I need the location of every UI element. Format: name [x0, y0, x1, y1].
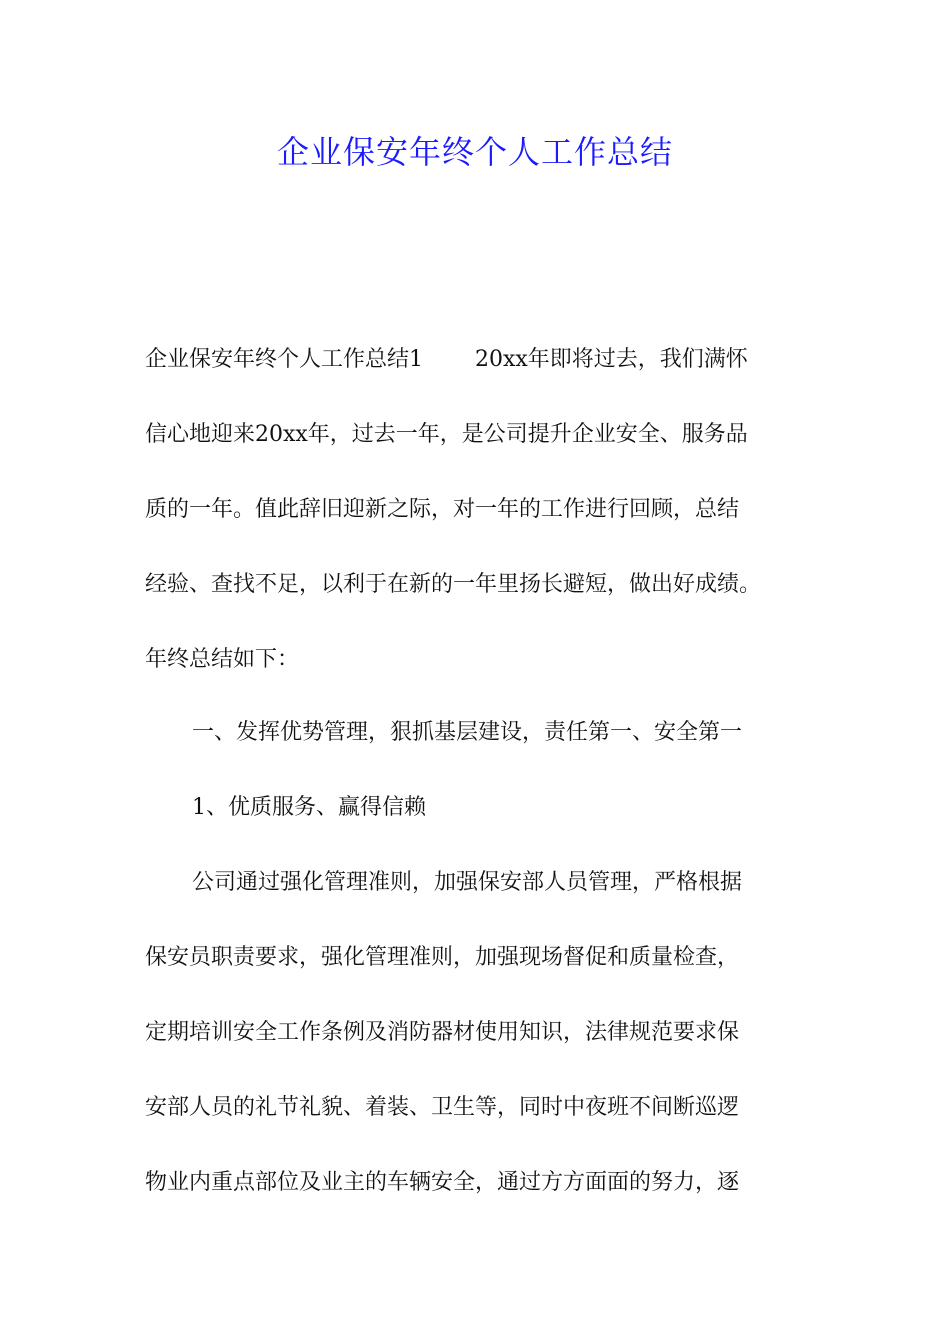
- paragraph-line: 经验、查找不足，以利于在新的一年里扬长避短，做出好成绩。: [145, 572, 762, 597]
- paragraph-line: 保安员职责要求，强化管理准则，加强现场督促和质量检查，: [145, 945, 740, 970]
- paragraph-line: 定期培训安全工作条例及消防器材使用知识，法律规范要求保: [145, 1020, 740, 1045]
- paragraph-line: 质的一年。值此辞旧迎新之际，对一年的工作进行回顾，总结: [145, 497, 740, 522]
- paragraph-line: 安部人员的礼节礼貌、着装、卫生等，同时中夜班不间断巡逻: [145, 1095, 740, 1120]
- paragraph-text: 20xx年即将过去，我们满怀: [475, 347, 748, 372]
- paragraph-line: 年终总结如下：: [145, 647, 300, 672]
- section-heading-inline: 企业保安年终个人工作总结1: [145, 347, 423, 372]
- document-title: 企业保安年终个人工作总结: [276, 133, 673, 171]
- subsection-heading: 1、优质服务、赢得信赖: [192, 795, 426, 820]
- paragraph-line: [145, 345, 748, 375]
- section-heading: 一、发挥优势管理，狠抓基层建设，责任第一、安全第一: [192, 720, 743, 745]
- paragraph-line: 公司通过强化管理准则，加强保安部人员管理，严格根据: [192, 870, 743, 895]
- paragraph-line: 信心地迎来20xx年，过去一年，是公司提升企业安全、服务品: [145, 422, 748, 447]
- paragraph-line: 物业内重点部位及业主的车辆安全，通过方方面面的努力，逐: [145, 1170, 740, 1195]
